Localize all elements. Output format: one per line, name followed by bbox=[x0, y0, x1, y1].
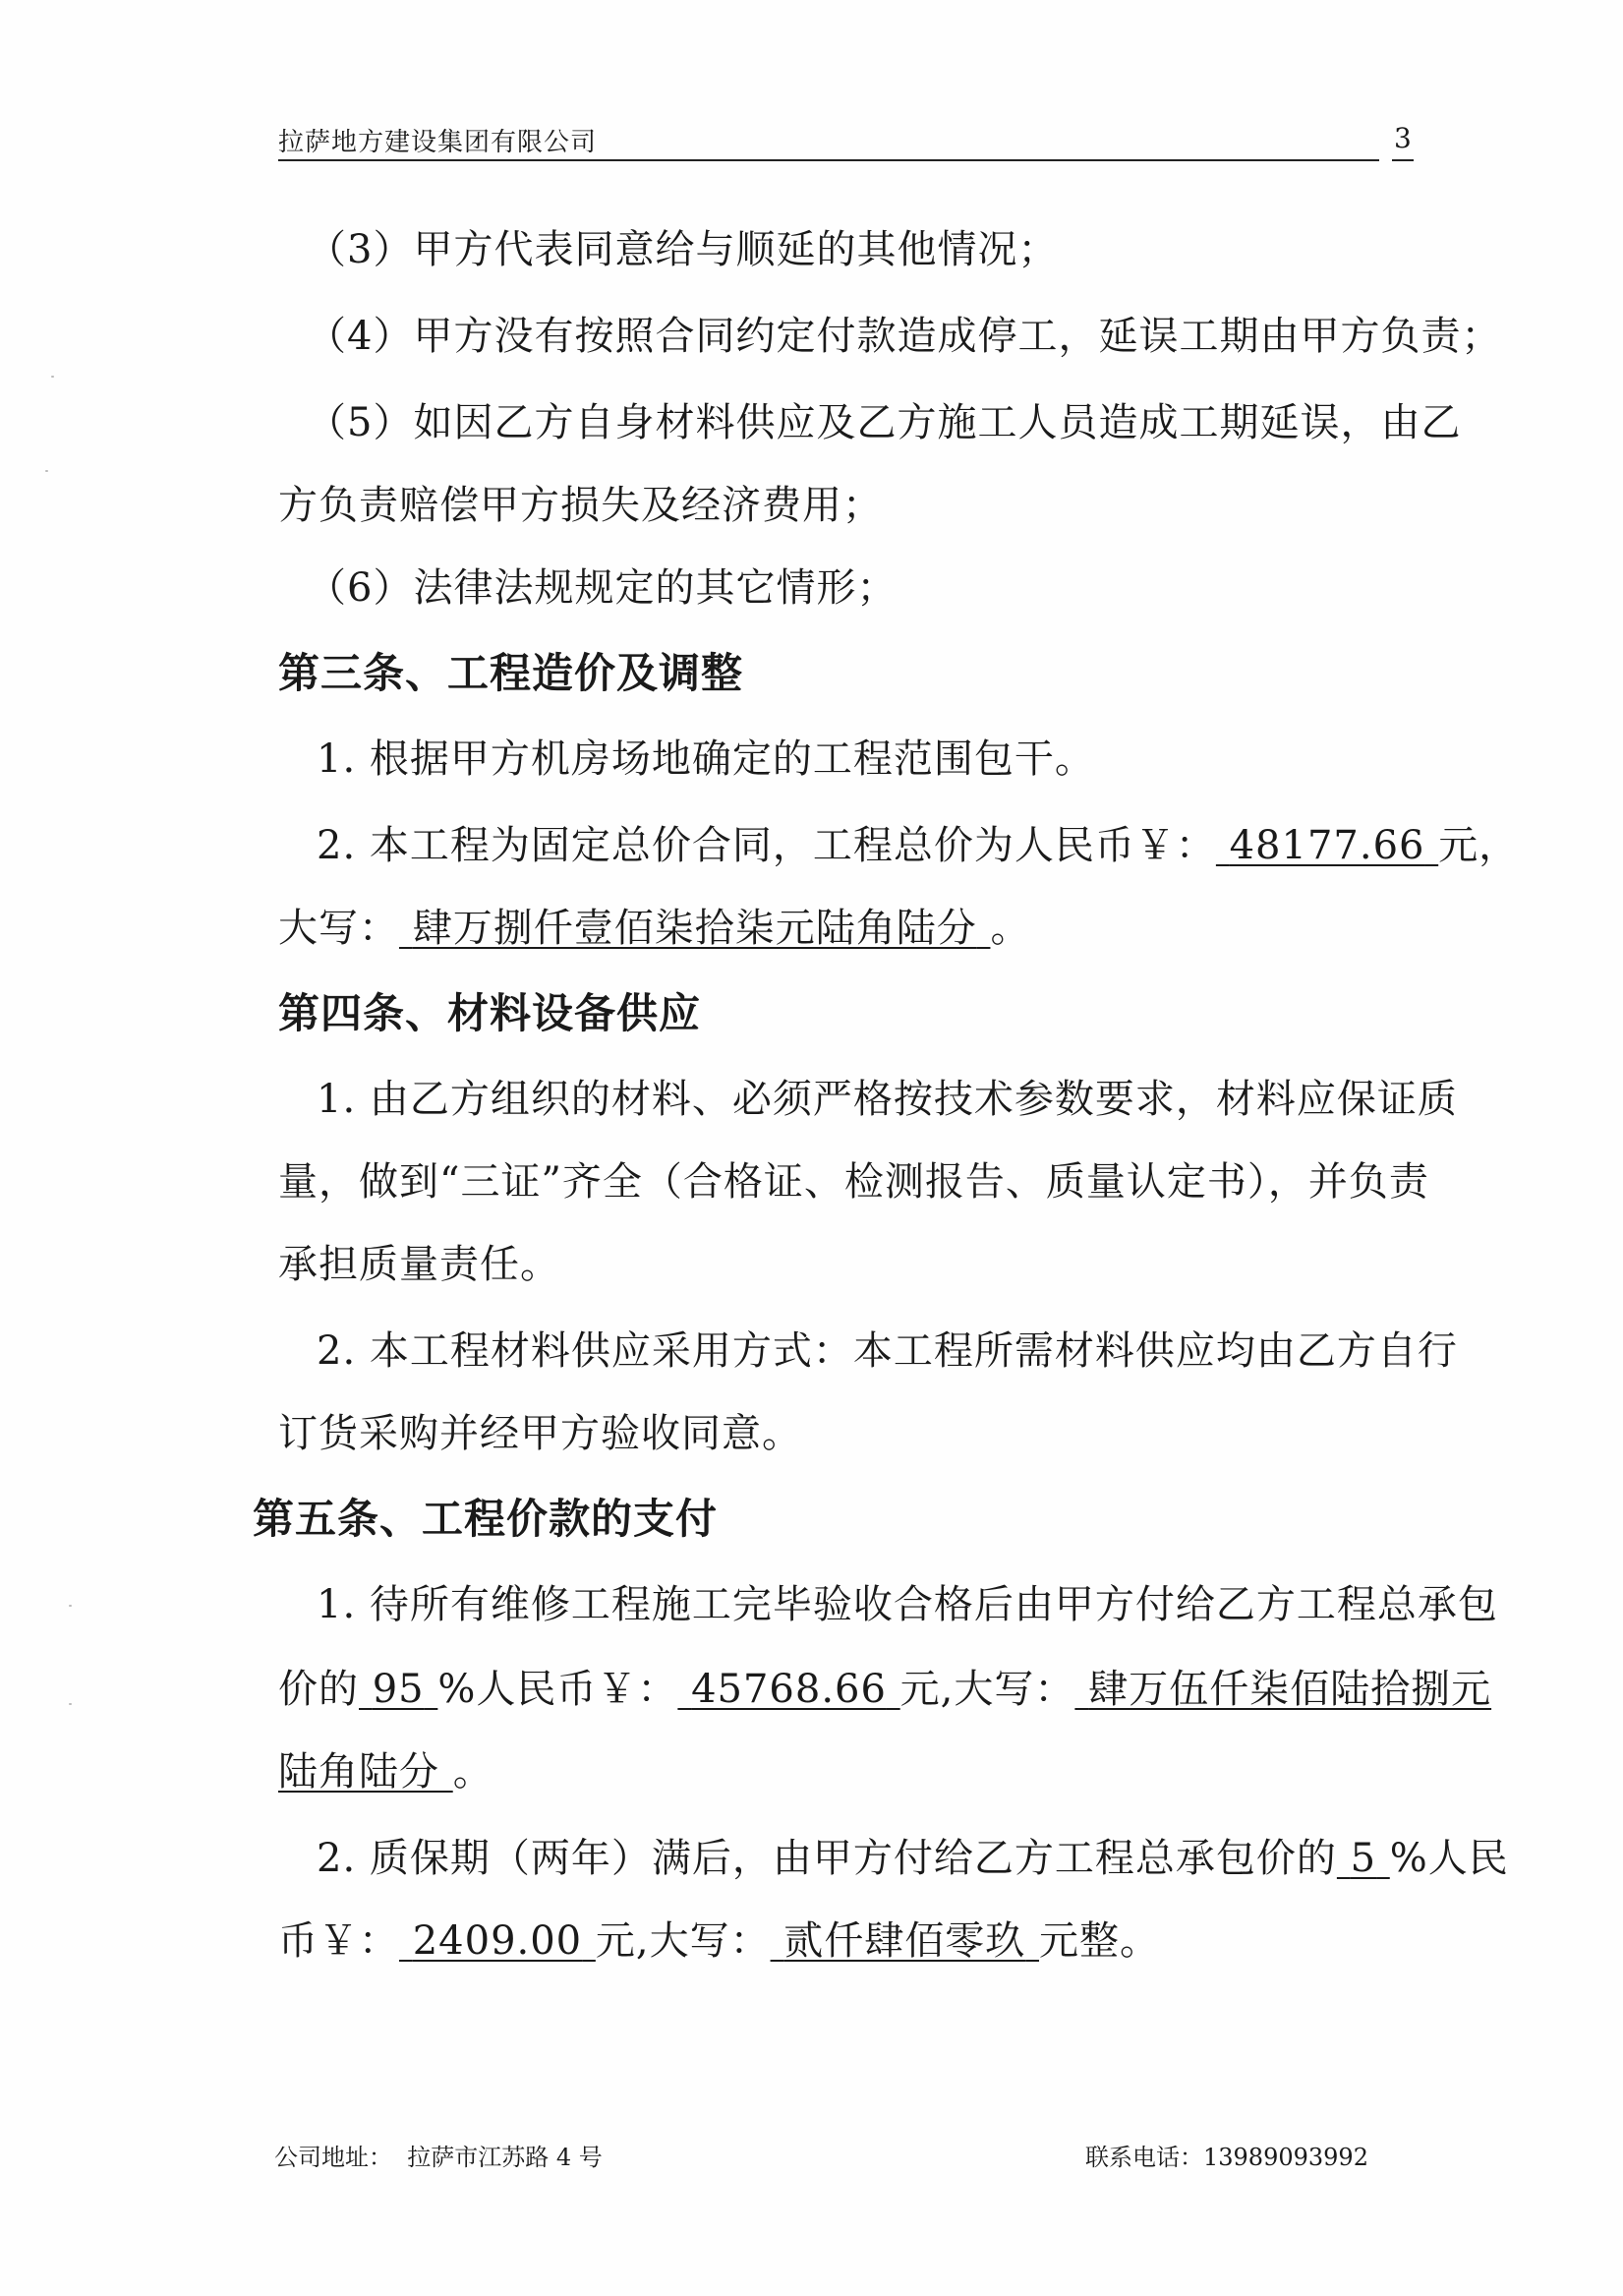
item-5-line-1: （5）如因乙方自身材料供应及乙方施工人员造成工期延误，由乙 bbox=[307, 400, 1462, 445]
warranty-currency-label: %人民 bbox=[1389, 1836, 1509, 1881]
unit-daxie-label: 元,大写： bbox=[595, 1918, 771, 1964]
page-number: 3 bbox=[1394, 122, 1412, 154]
payment-amount bbox=[677, 1667, 899, 1712]
warranty-daxie bbox=[771, 1918, 1039, 1964]
payment-amount-value: 45768.66 bbox=[691, 1667, 887, 1712]
section-5-title: 第五条、工程价款的支付 bbox=[253, 1495, 719, 1543]
section-4-title: 第四条、材料设备供应 bbox=[278, 989, 702, 1037]
section-4-para-1-line-3: 承担质量责任。 bbox=[278, 1242, 560, 1287]
address-label: 公司地址： bbox=[274, 2144, 392, 2171]
unit-daxie-label: 元,大写： bbox=[899, 1667, 1075, 1712]
footer-address bbox=[274, 2138, 603, 2172]
warranty-daxie-value: 贰仟肆佰零玖 bbox=[783, 1918, 1026, 1964]
phone-value: 13989093992 bbox=[1203, 2144, 1368, 2171]
payment-daxie-part-1-value: 肆万伍仟柒佰陆拾捌元 bbox=[1088, 1667, 1492, 1712]
section-3-para-1: 1. 根据甲方机房场地确定的工程范围包干。 bbox=[317, 736, 1095, 782]
payment-percent-value: 95 bbox=[372, 1667, 425, 1712]
section-5-para-2-line-2 bbox=[278, 1915, 1160, 1967]
item-3: （3）甲方代表同意给与顺延的其他情况； bbox=[307, 227, 1059, 272]
section-3-para-2-text: 2. 本工程为固定总价合同，工程总价为人民币￥： bbox=[317, 823, 1216, 868]
warranty-amount-value: 2409.00 bbox=[412, 1918, 583, 1964]
total-price-amount-value: 48177.66 bbox=[1229, 823, 1425, 868]
scan-speck bbox=[69, 1605, 72, 1607]
footer-phone bbox=[1085, 2138, 1368, 2172]
payment-percent bbox=[359, 1667, 437, 1712]
total-price-daxie bbox=[399, 906, 990, 951]
warranty-percent bbox=[1337, 1836, 1390, 1881]
total-price-daxie-value: 肆万捌仟壹佰柒拾柒元陆角陆分 bbox=[412, 906, 977, 951]
header-company-name: 拉萨地方建设集团有限公司 bbox=[278, 128, 598, 157]
price-label: 价的 bbox=[278, 1667, 359, 1712]
section-4-para-1-line-2: 量，做到“三证”齐全（合格证、检测报告、质量认定书），并负责 bbox=[278, 1159, 1429, 1205]
address-value: 拉萨市江苏路 4 号 bbox=[407, 2144, 603, 2171]
total-price-amount bbox=[1216, 823, 1438, 868]
phone-label: 联系电话： bbox=[1085, 2144, 1203, 2171]
section-3-para-2-unit: 元， bbox=[1438, 823, 1520, 868]
warranty-percent-value: 5 bbox=[1350, 1836, 1377, 1881]
header-rule bbox=[278, 159, 1379, 161]
section-3-para-2-line-2 bbox=[278, 903, 1030, 954]
section-4-para-2-line-2: 订货采购并经甲方验收同意。 bbox=[278, 1411, 802, 1456]
section-5-para-2-line-1 bbox=[317, 1833, 1509, 1884]
daxie-label: 大写： bbox=[278, 906, 399, 951]
scan-speck bbox=[51, 376, 54, 378]
item-6: （6）法律法规规定的其它情形； bbox=[307, 565, 898, 611]
sentence-end: 。 bbox=[990, 906, 1031, 951]
scan-speck bbox=[69, 1703, 72, 1705]
section-5-para-1-line-2 bbox=[278, 1664, 1491, 1715]
section-3-para-2-line-1 bbox=[317, 820, 1519, 871]
warranty-amount bbox=[399, 1918, 596, 1964]
sentence-end: 元整。 bbox=[1039, 1918, 1161, 1964]
currency-symbol-label: 币￥： bbox=[278, 1918, 399, 1964]
section-3-title: 第三条、工程造价及调整 bbox=[278, 649, 744, 697]
item-5-line-2: 方负责赔偿甲方损失及经济费用； bbox=[278, 483, 883, 528]
payment-daxie-part-2-value: 陆角陆分 bbox=[278, 1749, 439, 1795]
page-number-underline bbox=[1392, 159, 1414, 161]
payment-daxie-part-2 bbox=[278, 1749, 453, 1795]
section-5-para-1-line-3 bbox=[278, 1746, 493, 1797]
section-5-para-1-line-1: 1. 待所有维修工程施工完毕验收合格后由甲方付给乙方工程总承包 bbox=[317, 1582, 1498, 1627]
scan-speck bbox=[45, 470, 48, 472]
section-4-para-1-line-1: 1. 由乙方组织的材料、必须严格按技术参数要求，材料应保证质 bbox=[317, 1077, 1458, 1122]
payment-daxie-part-1 bbox=[1074, 1667, 1491, 1712]
warranty-text: 2. 质保期（两年）满后，由甲方付给乙方工程总承包价的 bbox=[317, 1836, 1337, 1881]
section-4-para-2-line-1: 2. 本工程材料供应采用方式：本工程所需材料供应均由乙方自行 bbox=[317, 1328, 1458, 1374]
sentence-end: 。 bbox=[452, 1749, 493, 1795]
currency-label: %人民币￥： bbox=[437, 1667, 678, 1712]
item-4: （4）甲方没有按照合同约定付款造成停工，延误工期由甲方负责； bbox=[307, 314, 1502, 359]
